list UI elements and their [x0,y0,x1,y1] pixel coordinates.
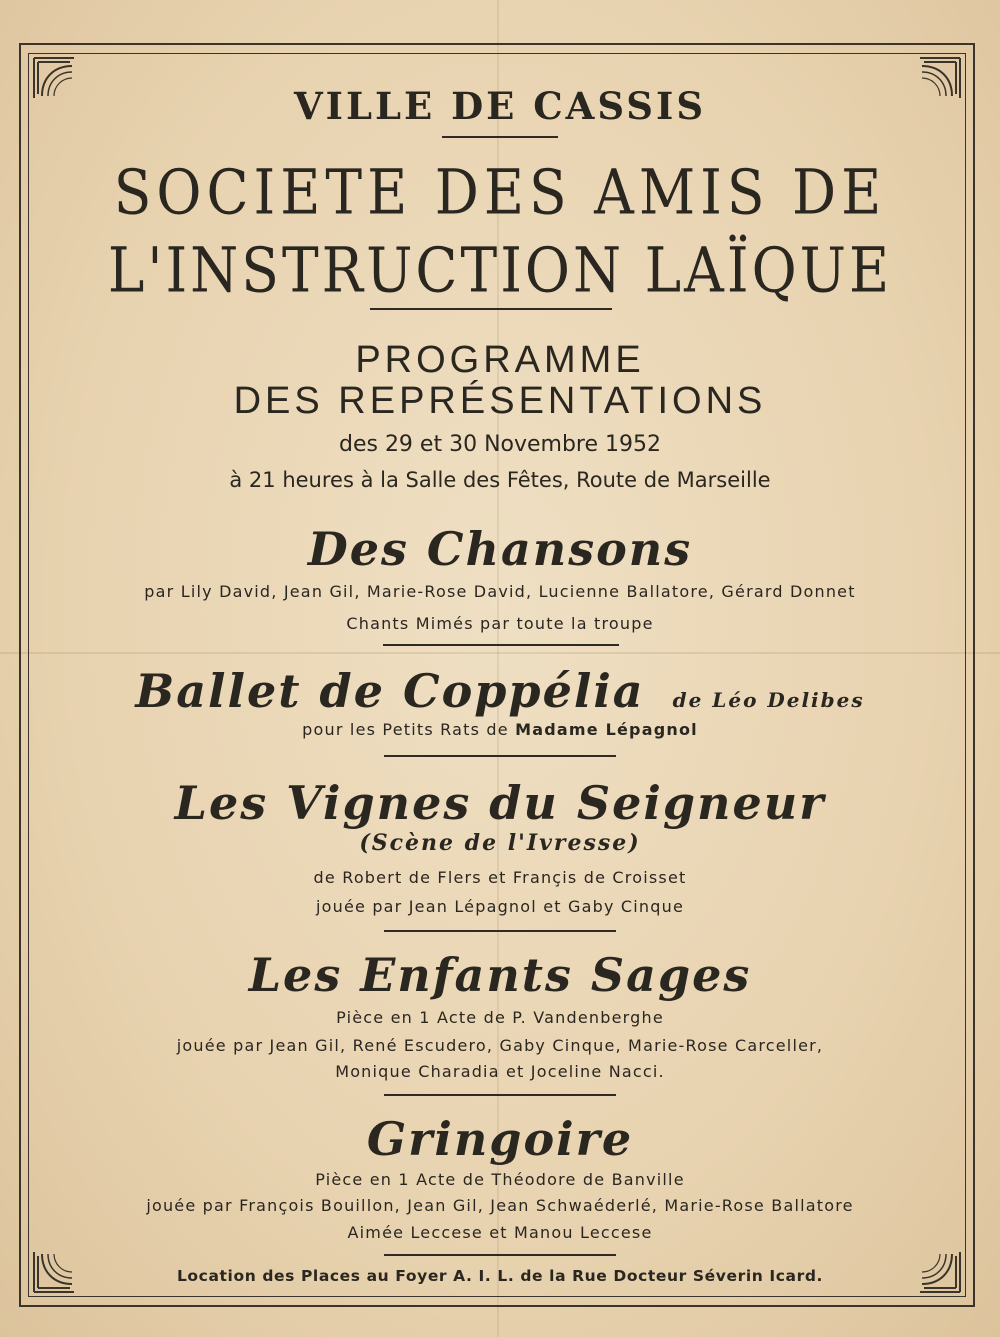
act-sub-ballet [0,720,1000,739]
ticket-location-note: Location des Places au Foyer A. I. L. de la Rue Docteur Séverin Icard. [176,1267,824,1285]
act-line3-gringoire: Aimée Leccese et Manou Leccese [347,1223,653,1242]
ballet-title-text: Ballet de Coppélia [135,664,645,718]
act-performers-vignes: jouée par Jean Lépagnol et Gaby Cinque [315,897,685,916]
act-title-enfants: Les Enfants Sages [248,948,752,1002]
act-line1-enfants: Pièce en 1 Acte de P. Vandenberghe [336,1008,664,1027]
divider [384,930,616,932]
act-title-chansons: Des Chansons [307,522,693,576]
divider [442,136,558,138]
performance-dates: des 29 et 30 Novembre 1952 [338,432,662,457]
ballet-sub-prefix: pour les Petits Rats de [302,720,509,739]
act-line2-gringoire: jouée par François Bouillon, Jean Gil, Jean Schwaéderlé, Marie-Rose Ballatore [146,1196,854,1215]
society-title-line1: SOCIETE DES AMIS DE [113,156,887,228]
act-title-gringoire: Gringoire [366,1112,634,1166]
divider [370,308,612,310]
ballet-sub-name: Madame Lépagnol [515,720,698,739]
divider [384,1094,616,1096]
ballet-composer: de Léo Delibes [672,688,865,712]
act-line2-enfants: jouée par Jean Gil, René Escudero, Gaby Cinque, Marie-Rose Carceller, [176,1036,824,1055]
act-authors-vignes: de Robert de Flers et Françis de Croisset [313,868,687,887]
act-performers-chansons: par Lily David, Jean Gil, Marie-Rose David, Lucienne Ballatore, Gérard Donnet [144,582,856,601]
act-title-ballet [0,664,1000,718]
programme-subheading: DES REPRÉSENTATIONS [233,380,767,422]
programme-heading: PROGRAMME [355,339,645,381]
divider [384,1254,616,1256]
divider [384,755,616,757]
act-scene-vignes: (Scène de l'Ivresse) [359,830,641,856]
act-line1-gringoire: Pièce en 1 Acte de Théodore de Banville [315,1170,685,1189]
act-title-vignes: Les Vignes du Seigneur [174,776,826,830]
society-title-line2: L'INSTRUCTION LAÏQUE [107,234,893,306]
act-note-chansons: Chants Mimés par toute la troupe [346,614,654,633]
divider [383,644,619,646]
town-name: VILLE DE CASSIS [293,84,707,128]
performance-venue: à 21 heures à la Salle des Fêtes, Route de Marseille [229,468,771,492]
act-line3-enfants: Monique Charadia et Joceline Nacci. [335,1062,665,1081]
